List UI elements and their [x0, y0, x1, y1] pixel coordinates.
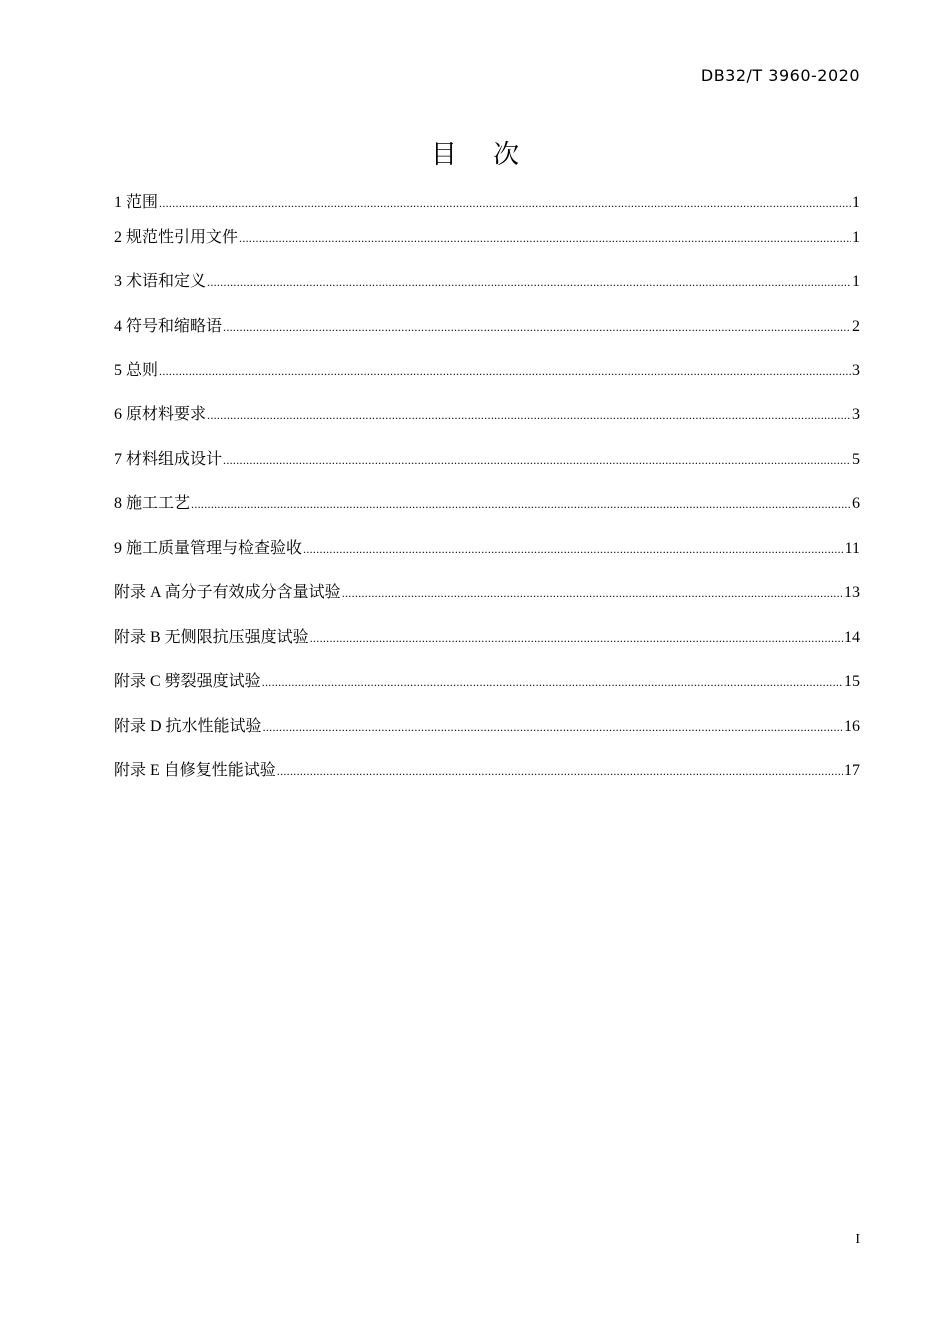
- dot-leader: [342, 583, 843, 603]
- toc-entry-page: 16: [844, 718, 860, 735]
- toc-entry-page: 1: [852, 273, 860, 290]
- toc-entry[interactable]: [114, 361, 860, 381]
- toc-entry[interactable]: [114, 228, 860, 248]
- toc-entry-label: 2 规范性引用文件: [114, 229, 239, 246]
- dot-leader: [263, 717, 843, 737]
- toc-entry[interactable]: [114, 272, 860, 292]
- toc-entry[interactable]: [114, 583, 860, 603]
- dot-leader: [207, 405, 851, 425]
- toc-entry[interactable]: [114, 539, 860, 559]
- dot-leader: [223, 450, 851, 470]
- toc-entry[interactable]: [114, 317, 860, 337]
- dot-leader: [223, 317, 851, 337]
- page-title: 目 次: [430, 140, 534, 170]
- toc-entry-label: 附录 E 自修复性能试验: [114, 762, 276, 779]
- toc-entry-page: 2: [852, 318, 860, 335]
- toc-entry-page: 6: [852, 495, 860, 512]
- standard-number: DB32/T 3960-2020: [700, 66, 860, 85]
- toc-entry[interactable]: [114, 450, 860, 470]
- toc-entry[interactable]: [114, 717, 860, 737]
- dot-leader: [159, 193, 851, 213]
- toc-entry[interactable]: [114, 193, 860, 213]
- dot-leader: [239, 228, 851, 248]
- toc-entry-label: 7 材料组成设计: [114, 451, 223, 468]
- toc-entry[interactable]: [114, 672, 860, 692]
- toc-entry-page: 13: [844, 584, 860, 601]
- toc-entry-label: 9 施工质量管理与检查验收: [114, 540, 303, 557]
- toc-entry-page: 1: [852, 229, 860, 246]
- toc-entry-page: 11: [844, 540, 860, 557]
- toc-entry[interactable]: [114, 628, 860, 648]
- toc-entry-label: 4 符号和缩略语: [114, 318, 223, 335]
- toc-entry-label: 3 术语和定义: [114, 273, 207, 290]
- toc-entry[interactable]: [114, 494, 860, 514]
- dot-leader: [159, 361, 851, 381]
- toc-entry[interactable]: [114, 405, 860, 425]
- toc-entry-label: 8 施工工艺: [114, 495, 191, 512]
- dot-leader: [277, 761, 843, 781]
- dot-leader: [207, 272, 851, 292]
- toc-entry-page: 17: [844, 762, 860, 779]
- toc-entry[interactable]: [114, 761, 860, 781]
- toc-entry-page: 3: [852, 406, 860, 423]
- dot-leader: [303, 539, 844, 559]
- dot-leader: [310, 628, 843, 648]
- dot-leader: [191, 494, 851, 514]
- toc-entry-label: 附录 C 劈裂强度试验: [114, 673, 261, 690]
- dot-leader: [262, 672, 843, 692]
- toc-entry-page: 3: [852, 362, 860, 379]
- toc-entry-page: 15: [844, 673, 860, 690]
- toc-entry-label: 附录 D 抗水性能试验: [114, 718, 262, 735]
- toc-entry-page: 14: [844, 629, 860, 646]
- toc-entry-label: 1 范围: [114, 194, 159, 211]
- toc-entry-label: 5 总则: [114, 362, 159, 379]
- toc-entry-page: 1: [852, 194, 860, 211]
- page-number: I: [855, 1232, 860, 1247]
- toc-entry-label: 附录 A 高分子有效成分含量试验: [114, 584, 341, 601]
- toc-entry-page: 5: [852, 451, 860, 468]
- toc-entry-label: 附录 B 无侧限抗压强度试验: [114, 629, 309, 646]
- toc-entry-label: 6 原材料要求: [114, 406, 207, 423]
